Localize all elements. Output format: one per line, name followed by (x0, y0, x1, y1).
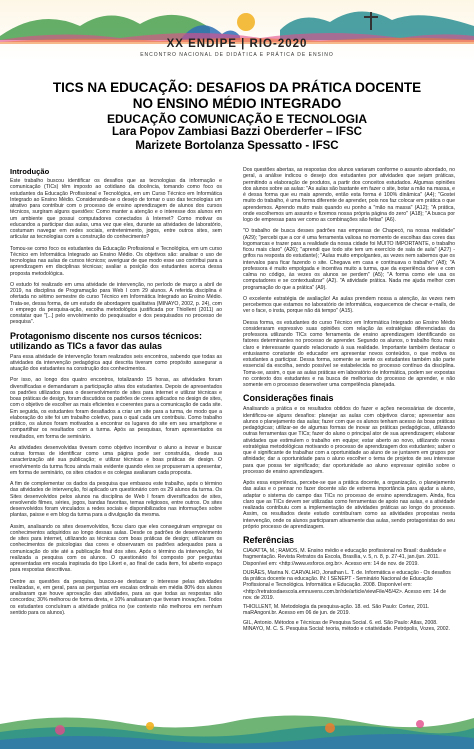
final-paragraph: Analisando a prática e os resultados obtidos do fazer e ações necessárias de docente, identificou-se alguns desafios: planejar as aulas com objetivos claros; apresentar aos alunos o planejamento das aulas; fazer com que os alunos tenham acesso às boas práticas pedagógicas; utilizar-se de algumas formas de inovar as práticas pedagógicas, utilizando outras ferramentas que TICs; fazer do aluno o principal ator de sua aprendizagem; elaborar atividades que estimulem o trabalho em equipe; estar aberto ao novo, utilizando novas estratégias metodológicas motivando o processo de aprendizagem dos estudantes; saber o que é significante de trabalhar com a oportunidade ao aluno de se juntarem em grupos por afinidade; dar a oportunidade para o aluno escolher o tema de projetos de seu interesse para que possa ter significado; dar oportunidade ao aluno expressar opinião sobre o processo de ensino aprendizagem. (243, 406, 455, 475)
reference-item: GIL, Antonio. Métodos e Técnicas de Pesquisa Social. 6. ed. São Paulo: Atlas, 2008. MINAYO, M. C. S. Pesquisa Social: teoria, método e criatividade. Petrópolis, Vozes, 2002. (243, 619, 450, 632)
results-paragraph: Dos questões abertas, as respostas dos alunos variaram conforme o assunto abordado, no geral, a análise indicou o desejo dos estudantes por atividades que sejam práticas, permitindo a elaboração de produtos, a partir dos conceitos estudados. Algumas opiniões dos alunos sobre as aulas: "As aulas são bastante em fazer o site, botar a mão na massa, e é dessa forma que eu mais aprendo, então esta forma é 100% dinâmica" (A4); "Gostei muito do trabalho, é uma forma diferente de aprender, pois nos faz colocar em prática o que aprendemos. Aprendo muito mais quando eu ponho a "mão na massa" (A12); "A prática, onde escolhemos um assunto e fizemos nossa própria página do zero" (A18); "A busca por logo de empresas para ver como as combinações são feitas" (A6). (243, 167, 455, 223)
section-paragraph: Assim, analisando os sites desenvolvidos, ficou claro que eles conseguiram empregar os conhecimentos adquiridos ao longo dessas aulas. Desde os padrões de desenvolvimento de sites para internet, utilizando as técnicas com boas práticas de design; utilizaram os conhecimentos de psicologias das cores e observaram os padrões adequados para a comunicação do site até a publicação final dos sites. Após o término da intervenção, foi realizada a pesquisa com os alunos. O questionário foi composto por perguntas apresentadas em escala inspirada do tipo Likert e, ao final de cada item, foi aberto espaço para respostas descritivas. (10, 523, 222, 574)
reference-item: CIAVATTA, M.; RAMOS, M. Ensino médio e educação profissional no Brasil: dualidade e fragmentação. Revista Retratos da Escola, Brasília, v. 5, n. 8, p. 27-41, jan./jun. 2011. Disponível em: <http://www.esforce.org.br>. Acesso em: 14 de nov. de 2019. (243, 548, 447, 567)
intro-paragraph: O estudo foi realizado em uma atividade de intervenção, no período de março a abril de 2019, na disciplina de Programação para Web I com 29 alunos. A referida disciplina é ofertada no sétimo semestre do curso Técnico em Informática Integrado ao Ensino Médio. Trata-se, dessa forma, de um estudo de abordagem qualitativa (MINAYO, 2002, p. 24), com o emprego da pesquisa-ação, escolha metodológica justificada por Thiollent (2011) ao constatar que "[...] pelo envolvimento do pesquisador e dos pesquisados no processo de pesquisa". (10, 281, 222, 326)
final-paragraph: Após essa experiência, percebe-se que a prática docente, a organização, o planejamento das aulas e o pensar no fazer docente são de extrema importância para ajudar a aluno, adaptar o sistema do campo das TICs no processo de ensino aprendizagem. Ainda, fica claro que as TICs devem ser utilizadas como ferramentas de apoio nas aulas, e a atividade realizada contribuiu com a implementação de atividades práticas ao longo do processo. Assim, os resultados deste estudo contribuíram como as atividades propostas nesta intervenção, onde os alunos participaram ativamente das aulas, sendo protagonistas do seu próprio processo de aprendizagem. (243, 480, 455, 530)
section-heading: Protagonismo discente nos cursos técnicos: utilizando as TICs a favor das aulas (10, 330, 203, 351)
section-paragraph: As atividades desenvolvidas tiveram como objetivo incentivar o aluno a inovar e buscar outras formas de identificar como uma página pode ser construída, desde sua caracterização até sua publicação; e utilizar técnicas e boas práticas de design. O envolvimento da turma ficou ainda mais evidente quando eles se propuseram a apresentar, em forma de seminário, os sites criados e os colegas avaliaram cada proposta. (10, 444, 222, 476)
poster-title-line1: TICS NA EDUCAÇÃO: DESAFIOS DA PRÁTICA DOCENTE (52, 80, 422, 95)
intro-heading: Introdução (10, 167, 50, 176)
author-1: Lara Popov Zambiasi Bazzi Oberderfer – IFSC (112, 126, 362, 138)
poster-header (20, 80, 454, 153)
footer-decoration (0, 712, 474, 749)
results-paragraph: O excelente estratégia de avaliação! As aulas prendem nossa a atenção, às vezes nem percebemos que estamos no laboratório de informática, esquecemos de checar e-mails, de ver o face, o insta, porque não dá tempo" (A15). (243, 295, 455, 315)
section-paragraph: Dentre as questões da pesquisa, buscou-se destacar o interesse pelas atividades realizadas, e, em geral, para as perguntas em escalas ordinais em média 80% dos alunos analisaram que houve aprovação das atividades, para as que todas as respostas são concordou; 30% melhorou de forma direta, e 10% analisaram que tiveram inovações. Todos os estudantes concluíram a atividade prática no (se contexto não melhorou em nenhum sentido para os alunos). (10, 578, 222, 616)
references-heading: Referências (243, 535, 295, 545)
right-column (243, 167, 455, 635)
intro-paragraph: Tomou-se como foco os estudantes da Educação Profissional e Tecnológica, em um curso Técnico em Informática Integrado ao Ensino Médio. Os objetivos são: analisar o uso de tecnologias nas aulas de cursos técnicos; averiguar de que modo esse uso contribui para a aprendizagem em disciplinas técnicas; avaliar a posição dos estudantes acerca dessa proposta metodológica. (10, 245, 222, 277)
section-paragraph: Por isso, ao longo dos quatro encontros, totalizando 15 horas, as atividades foram diversificadas e demandaram a participação ativa dos estudantes. Depois de apresentados os padrões utilizados para o desenvolvimento de sites para internet e utilizar técnicas e boas práticas de design, foram discutidos os padrões de cores aplicados no design de sites, com o objetivo de escolher as mais eficientes e coerentes para a comunicação de cada site. Em seguida, os estudantes foram desafiados a criar um site para a turma, de modo que a elaboração do site foi um trabalho coletivo, para o qual cada um contribuiu. Como trabalho prático, os alunos foram motivados a encontrar os lugares do site em seu smartphone e compartilhar os resultados com a turma. Após as pesquisas, foram apresentados os resultados, em forma de seminário. (10, 377, 222, 440)
rio-skyline-illustration (0, 0, 474, 60)
reference-item: THIOLLENT, M. Metodologia da pesquisa-ação. 18. ed. São Paulo: Cortez, 2011. maRAngoni.br. Acesso em 06 de jun. de 2019. (243, 604, 430, 617)
author-2: Marizete Bortolanza Spessatto - IFSC (135, 139, 339, 152)
sun-shape (237, 13, 255, 31)
event-banner (0, 0, 474, 60)
final-considerations-heading: Considerações finais (243, 393, 334, 404)
results-paragraph: "O trabalho de busca desses padrões nas empresas de Chapecó, na nossa realidade" (A29); "percebi que a cor é uma ferramenta valiosa no momento de escolhas das cores das logomarcas e trazer para a realidade da nossa cidade foi MUITO IMPORTANTE, o trabalho ficou mais claro" (A26); "aprendi que todo site tem um exercício de sala de aula" (A27) - grifos na resposta do estudante); "Aulas muito empolgantes, as vezes nem sabemos que os intervalos para ficar fazendo o site. Chegava em casa e continuava o trabalho" (A8); "A professora é muito empolgada e incentiva muito a turma, que da experiência deve e com calma no código, às vezes os alunos se perdem" (A5); "A forma como ele usa os computadores e se contextualizar" (A2). "A atividade prática. Nada me ajuda melhor com programação do que a prática" (A9). (243, 228, 455, 291)
event-subtitle: ENCONTRO NACIONAL DE DIDÁTICA E PRÁTICA DE ENSINO (140, 52, 334, 58)
results-paragraph: Dessa forma, os estudantes do curso Técnico em Informática Integrado ao Ensino Médio consideraram expressivo suas opiniões com relação às estratégias diferenciadas da professora utilizando TICs como ferramenta de ensino aprendizagem identificando os fatores determinantes no processo de aprender. Segundo os alunos, o trabalho ficou mais claro e interessante quando relacionado à sua realidade. Importante também destacar o entusiasmo constante do educador em apresentar novos conteúdos, o que motiva os estudantes a participar. Dessa forma, somente se sente os estudantes também são parte essencial da escolha, sendo possível se estabelecida no processo contínuo da disciplina. Toma-se, assim, o que as aulas práticas em laboratório de informática, podem ser expostas no contexto dos estudantes e na busca de melhorias do processo de aprender, e não somente em o processo desenvolver uma competência planejada. (243, 319, 455, 388)
reference-item: DURÃES, Marina N. CARVALHO, Jonathan L. T. de. Informática e educação - Os desafios da prática docente na educação. IN: I SENEPT - Seminário Nacional de Educação Profissional e Tecnológica. Informática e Educação. 2008. Disponível em: <http://retratosdaescola.emnuvens.com.br/rde/article/viewFile/45/42>. Acesso em: 14 de nov. de 2019. (243, 569, 451, 601)
intro-paragraph: Este trabalho buscou identificar os desafios que as tecnologias da informação e comunicação (TICs) têm imposto ao cotidiano da docência, tomando como foco os estudantes da Educação Profissional e Tecnológica, em um Curso Técnico em Informática Integrado ao Ensino Médio. Considerando-se o desejo de tornar o uso das tecnologias um atrativo para contribuir com o processo de ensino aprendizagem de alunos dos cursos técnicos, surgiram alguns questões: Como manter a atenção e o interesse dos alunos em um ambiente que possui computadores conectados à Internet? Como motivar os educandos a participar das aulas, uma vez que eles, durante as atividades de laboratório, costumam navegar em redes sociais, entretenimento, jogos, entre outros sites, sem articular as tecnologias com a construção do conhecimento? (10, 178, 222, 241)
poster-subtitle: EDUCAÇÃO COMUNICAÇÃO E TECNOLOGIA (107, 112, 367, 126)
section-paragraph: Para essa atividade de intervenção foram realizados seis encontros, sabendo que todas as atividades da intervenção pedagógica aqui descrita tiveram como propósito assegurar a atuação dos estudantes na construção dos conhecimentos. (10, 353, 222, 372)
left-column (10, 167, 222, 621)
event-title: XX ENDIPE | RIO-2020 (166, 38, 308, 50)
section-paragraph: A fim de complementar os dados da pesquisa que embasou este trabalho, após o término das atividades de intervenção, foi aplicado um questionário com os 29 alunos da turma. Os Sites desenvolvidos pelos alunos na disciplina de Web I foram diversificados de sites, envolvendo filmes, séries, jogos, bandas favoritas, temas religiosos, entre outros. Os sites desenvolvidos foram vinculados a redes sociais e disponibilizados nas informações sobre plantas, paisse e em blog da turma para a divulgação da mesma. (10, 481, 222, 519)
poster-title-line2: NO ENSINO MÉDIO INTEGRADO (132, 95, 342, 111)
